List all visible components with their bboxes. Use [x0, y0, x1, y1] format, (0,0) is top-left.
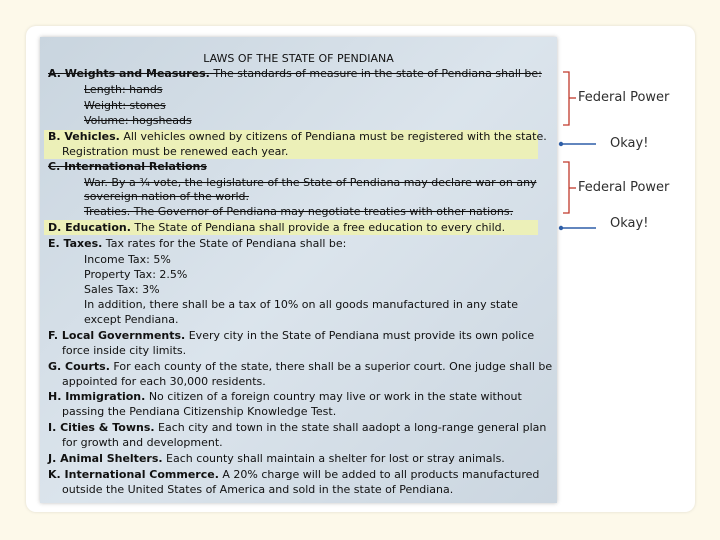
section-e-heading: E. Taxes. Tax rates for the State of Pendiana shall be:: [48, 237, 347, 250]
section-e-addl-cont: except Pendiana.: [84, 313, 179, 326]
arrow-education-head: [559, 226, 563, 230]
section-h-heading: H. Immigration. No citizen of a foreign country may live or work in the state without: [48, 390, 522, 403]
section-f-heading: F. Local Governments. Every city in the State of Pendiana must provide its own police: [48, 329, 535, 342]
section-a-length: Length: hands: [84, 83, 163, 96]
bracket-international: [563, 162, 569, 213]
note-federal-power-1: Federal Power: [578, 90, 670, 105]
section-b-line2: Registration must be renewed each year.: [62, 145, 289, 158]
section-i-line2: for growth and development.: [62, 436, 223, 449]
note-okay-2: Okay!: [610, 216, 649, 231]
note-federal-power-2: Federal Power: [578, 180, 670, 195]
section-a-weight: Weight: stones: [84, 99, 166, 112]
section-e-property: Property Tax: 2.5%: [84, 268, 188, 281]
section-k-heading: K. International Commerce. A 20% charge will be added to all products manufactured: [48, 468, 540, 481]
note-okay-1: Okay!: [610, 136, 649, 151]
section-e-addl: In addition, there shall be a tax of 10% on all goods manufactured in any state: [84, 298, 518, 311]
bracket-weights: [563, 72, 569, 125]
section-f-line2: force inside city limits.: [62, 344, 187, 357]
section-c-treaties: Treaties. The Governor of Pendiana may negotiate treaties with other nations.: [84, 205, 514, 218]
section-e-sales: Sales Tax: 3%: [84, 283, 160, 296]
section-k-line2: outside the United States of America and sold in the state of Pendiana.: [62, 483, 454, 496]
section-c-war-cont: sovereign nation of the world.: [84, 190, 250, 203]
section-e-income: Income Tax: 5%: [84, 253, 171, 266]
section-a-heading: A. Weights and Measures. The standards of measure in the state of Pendiana shall be:: [48, 67, 542, 80]
arrow-vehicles-head: [559, 142, 563, 146]
section-b-heading: B. Vehicles. All vehicles owned by citizens of Pendiana must be registered with the state.: [48, 130, 547, 143]
section-a-volume: Volume: hogsheads: [84, 114, 192, 127]
section-c-war: War. By a ¾ vote, the legislature of the State of Pendiana may declare war on any: [84, 176, 537, 189]
section-c-heading: C. International Relations: [48, 160, 207, 173]
section-g-line2: appointed for each 30,000 residents.: [62, 375, 266, 388]
section-g-heading: G. Courts. For each county of the state, there shall be a superior court. One judge shall be: [48, 360, 553, 373]
document-title: LAWS OF THE STATE OF PENDIANA: [203, 52, 394, 65]
section-j-heading: J. Animal Shelters. Each county shall maintain a shelter for lost or stray animals.: [48, 452, 505, 465]
section-i-heading: I. Cities & Towns. Each city and town in the state shall aadopt a long-range general plan: [48, 421, 547, 434]
section-h-line2: passing the Pendiana Citizenship Knowledge Test.: [62, 405, 337, 418]
section-d-heading: D. Education. The State of Pendiana shall provide a free education to every child.: [48, 221, 506, 234]
